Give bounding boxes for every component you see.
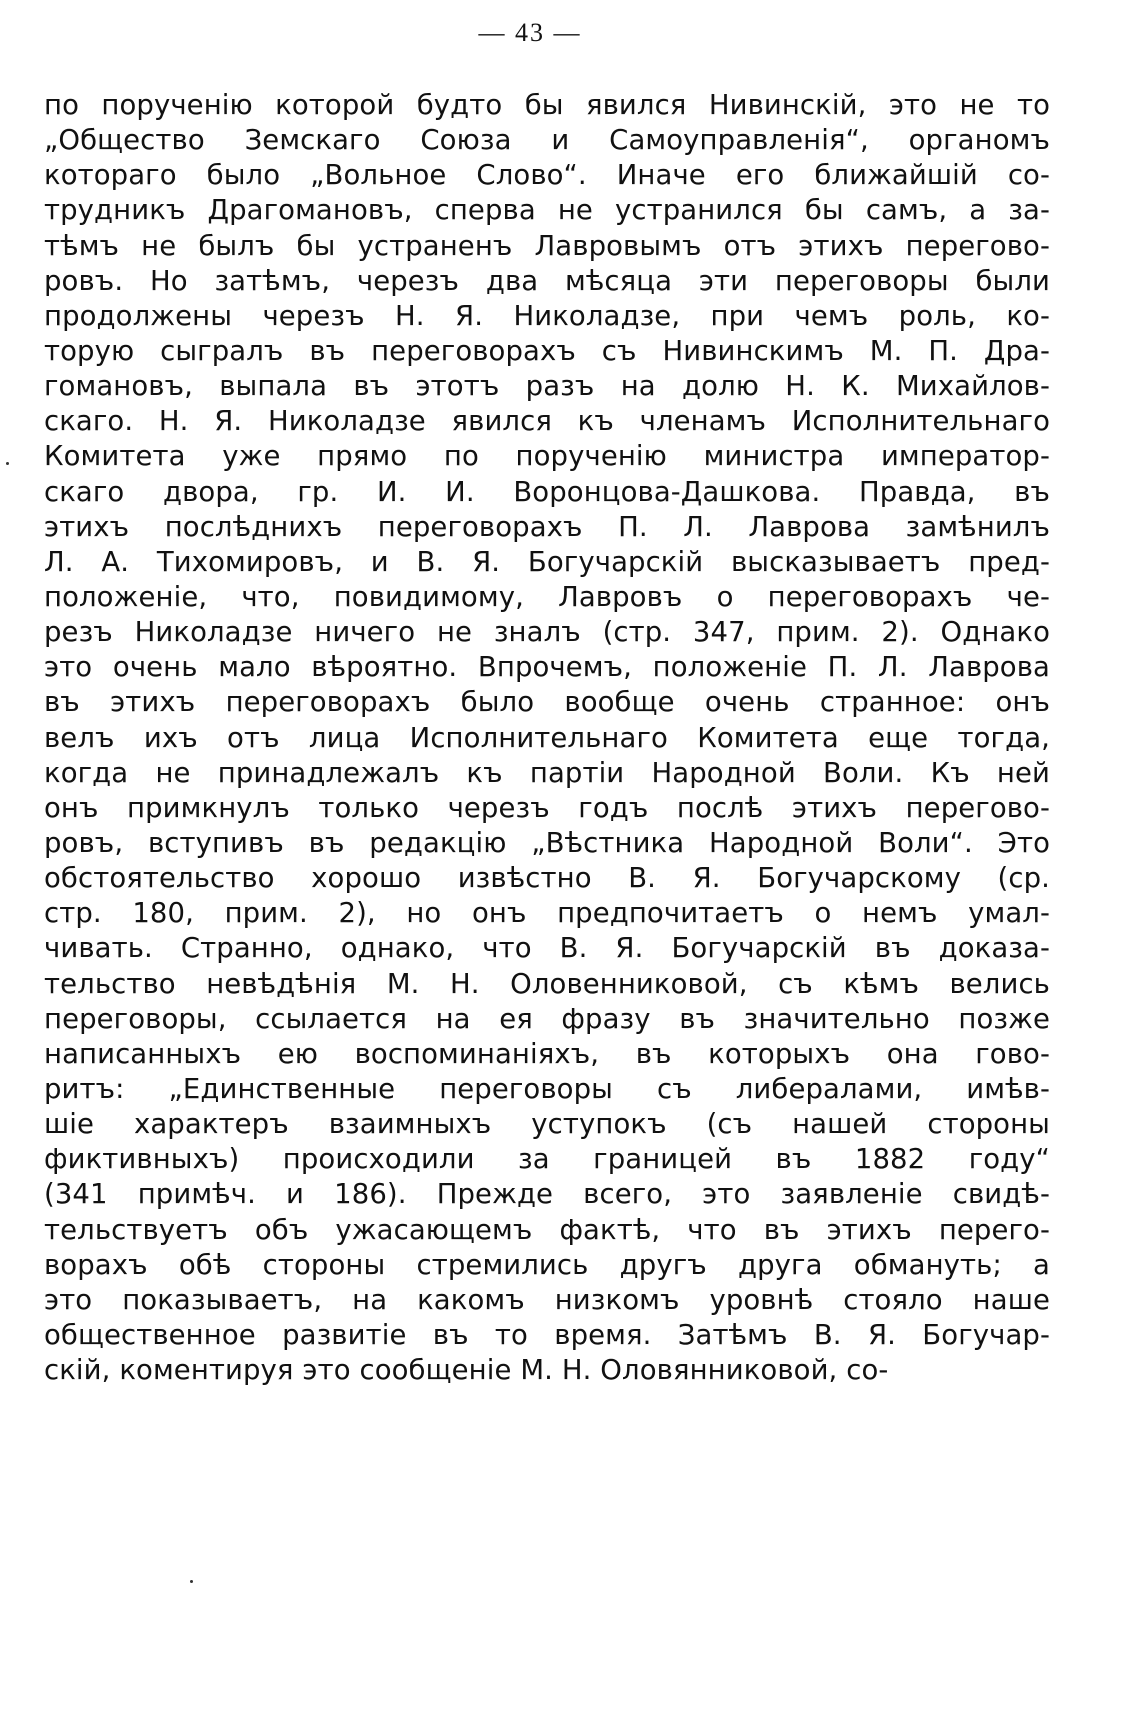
text-line: это показываетъ, на какомъ низкомъ уровнѣ стояло наше bbox=[44, 1283, 1050, 1316]
text-line: скаго. Н. Я. Николадзе явился къ членамъ Исполнительнаго bbox=[44, 405, 1050, 438]
text-line: Комитета уже прямо по порученію министра император- bbox=[44, 440, 1050, 473]
text-line: въ этихъ переговорахъ было вообще очень странное: онъ bbox=[44, 686, 1050, 719]
text-line: торую сыгралъ въ переговорахъ съ Нивинскимъ М. П. Дра- bbox=[44, 334, 1050, 367]
text-line: онъ примкнулъ только черезъ годъ послѣ этихъ перегово- bbox=[44, 791, 1050, 824]
text-line: чивать. Странно, однако, что В. Я. Богучарскій въ доказа- bbox=[44, 932, 1050, 965]
text-line: скій, коментируя это сообщеніе М. Н. Оловянниковой, со- bbox=[44, 1354, 889, 1387]
text-line: „Общество Земскаго Союза и Самоуправленія“, органомъ bbox=[44, 124, 1050, 157]
text-line: тѣмъ не былъ бы устраненъ Лавровымъ отъ этихъ перегово- bbox=[44, 229, 1050, 262]
body-text bbox=[44, 88, 1050, 1388]
text-line: гомановъ, выпала въ этотъ разъ на долю Н. К. Михайлов- bbox=[44, 370, 1050, 403]
text-line: переговоры, ссылается на ея фразу въ значительно позже bbox=[44, 1002, 1050, 1035]
text-line: (341 примѣч. и 186). Прежде всего, это заявленіе свидѣ- bbox=[44, 1178, 1050, 1211]
text-line: тельствуетъ объ ужасающемъ фактѣ, что въ этихъ перего- bbox=[44, 1213, 1050, 1246]
text-line: ровъ, вступивъ въ редакцію „Вѣстника Народной Воли“. Это bbox=[44, 826, 1050, 859]
text-line: это очень мало вѣроятно. Впрочемъ, положеніе П. Л. Лаврова bbox=[44, 651, 1050, 684]
text-line: обстоятельство хорошо извѣстно В. Я. Богучарскому (ср. bbox=[44, 862, 1050, 895]
text-line: общественное развитіе въ то время. Затѣмъ В. Я. Богучар- bbox=[44, 1318, 1050, 1351]
text-line: шіе характеръ взаимныхъ уступокъ (съ нашей стороны bbox=[44, 1108, 1050, 1141]
scan-speck bbox=[6, 462, 9, 465]
text-line: по порученію которой будто бы явился Нивинскій, это не то bbox=[44, 89, 1050, 121]
text-line: положеніе, что, повидимому, Лавровъ о переговорахъ че- bbox=[44, 580, 1050, 613]
text-line: трудникъ Драгомановъ, сперва не устранился бы самъ, а за- bbox=[44, 194, 1050, 227]
text-line: тельство невѣдѣнія М. Н. Оловенниковой, съ кѣмъ велись bbox=[44, 967, 1050, 1000]
scan-speck bbox=[190, 1580, 193, 1583]
text-line: когда не принадлежалъ къ партіи Народной Воли. Къ ней bbox=[44, 756, 1050, 789]
text-line: котораго было „Вольное Слово“. Иначе его ближайшій со- bbox=[44, 159, 1050, 192]
text-line: фиктивныхъ) происходили за границей въ 1882 году“ bbox=[44, 1143, 1050, 1176]
text-line: резъ Николадзе ничего не зналъ (стр. 347, прим. 2). Однако bbox=[44, 616, 1050, 649]
text-line: ворахъ обѣ стороны стремились другъ друга обмануть; а bbox=[44, 1248, 1050, 1281]
text-line: продолжены черезъ Н. Я. Николадзе, при чемъ роль, ко- bbox=[44, 299, 1050, 332]
text-line: ровъ. Но затѣмъ, черезъ два мѣсяца эти переговоры были bbox=[44, 264, 1050, 297]
text-line: велъ ихъ отъ лица Исполнительнаго Комитета еще тогда, bbox=[44, 721, 1050, 754]
text-line: написанныхъ ею воспоминаніяхъ, въ которыхъ она гово- bbox=[44, 1037, 1050, 1070]
text-line: скаго двора, гр. И. И. Воронцова-Дашкова. Правда, въ bbox=[44, 475, 1050, 508]
text-line: ритъ: „Единственные переговоры съ либералами, имѣв- bbox=[44, 1072, 1050, 1105]
page-number: — 43 — bbox=[478, 18, 582, 47]
text-line: этихъ послѣднихъ переговорахъ П. Л. Лаврова замѣнилъ bbox=[44, 510, 1050, 543]
text-line: Л. А. Тихомировъ, и В. Я. Богучарскій высказываетъ пред- bbox=[44, 545, 1050, 578]
text-line: стр. 180, прим. 2), но онъ предпочитаетъ о немъ умал- bbox=[44, 897, 1050, 930]
